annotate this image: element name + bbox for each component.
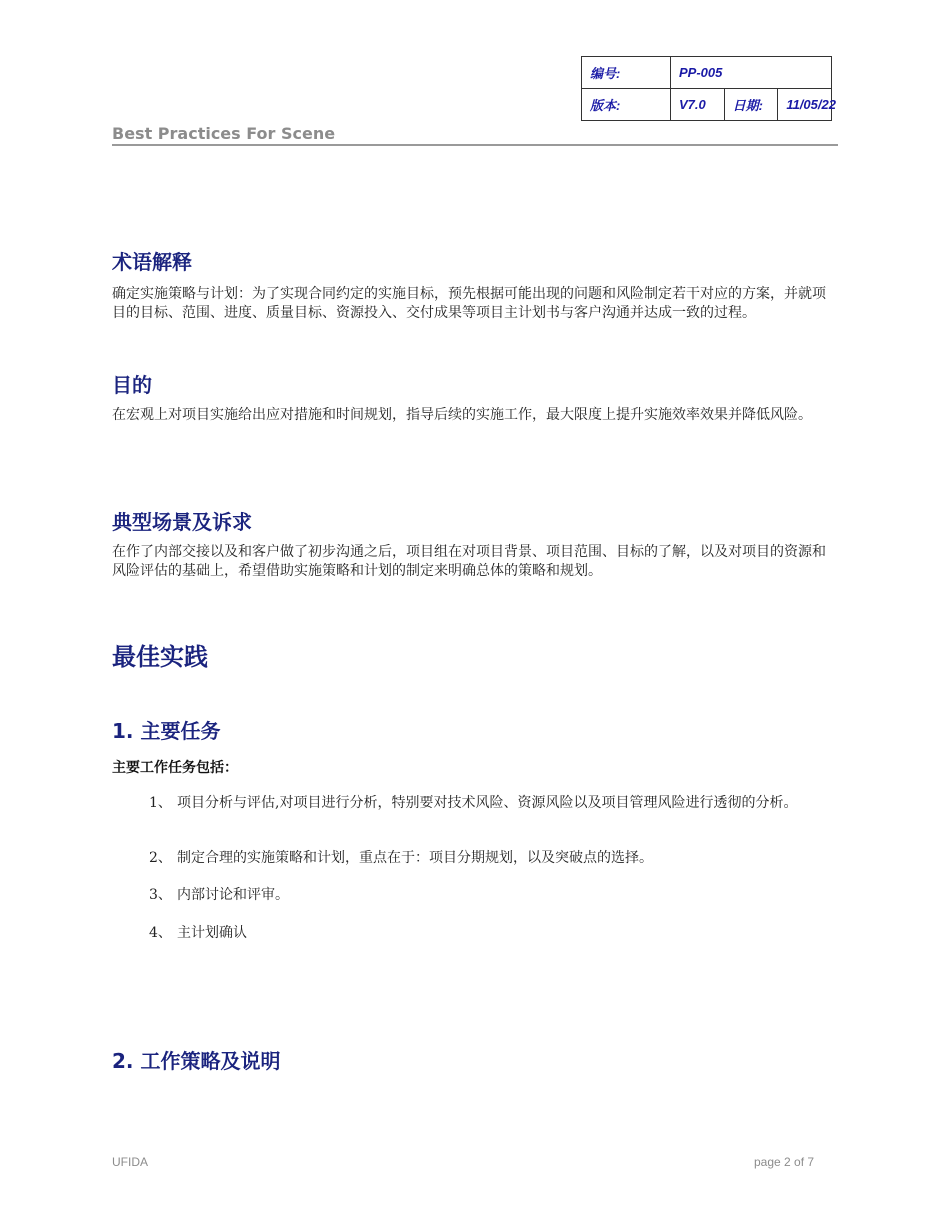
terms-heading: 术语解释 [112,250,192,274]
footer-page-number: page 2 of 7 [754,1155,815,1169]
terms-body: 确定实施策略与计划：为了实现合同约定的实施目标，预先根据可能出现的问题和风险制定若干对应的方案，并就项目的目标、范围、进度、质量目标、资源投入、交付成果等项目主计划书与客户沟通并达成一致的过程。 [112,286,826,321]
brand-header: Best Practices For Scene [112,124,838,146]
date-label: 日期: [724,89,778,121]
list-item-number: 2、 [149,850,172,866]
best-practice-heading: 最佳实践 [112,643,208,671]
list-item [149,924,839,943]
list-item-text: 项目分析与评估,对项目进行分析，特别要对技术风险、资源风险以及项目管理风险进行透彻的分析。 [177,795,798,811]
list-item-text: 制定合理的实施策略和计划，重点在于：项目分期规划，以及突破点的选择。 [177,850,653,866]
strategy-heading: 2. 工作策略及说明 [112,1049,281,1073]
list-item [149,794,839,813]
list-item-text: 内部讨论和评审。 [177,887,289,903]
scenario-heading: 典型场景及诉求 [112,510,252,534]
footer-company: UFIDA [112,1155,148,1169]
list-item-number: 4、 [149,925,172,941]
version-value: V7.0 [671,89,725,121]
version-label: 版本: [582,89,671,121]
code-value: PP-005 [671,57,832,89]
code-label: 编号: [582,57,671,89]
scenario-body: 在作了内部交接以及和客户做了初步沟通之后，项目组在对项目背景、项目范围、目标的了解，以及对项目的资源和风险评估的基础上，希望借助实施策略和计划的制定来明确总体的策略和规划。 [112,544,826,579]
date-value: 11/05/22 [778,89,832,121]
list-item-number: 3、 [149,887,172,903]
purpose-body: 在宏观上对项目实施给出应对措施和时间规划，指导后续的实施工作，最大限度上提升实施效率效果并降低风险。 [112,407,812,423]
list-item-number: 1、 [149,795,172,811]
list-item [149,886,839,905]
list-item-text: 主计划确认 [177,925,247,941]
list-item [149,849,839,868]
document-info-table [581,56,836,121]
tasks-lead: 主要工作任务包括： [112,760,238,776]
tasks-heading: 1. 主要任务 [112,719,221,743]
purpose-heading: 目的 [112,373,152,397]
